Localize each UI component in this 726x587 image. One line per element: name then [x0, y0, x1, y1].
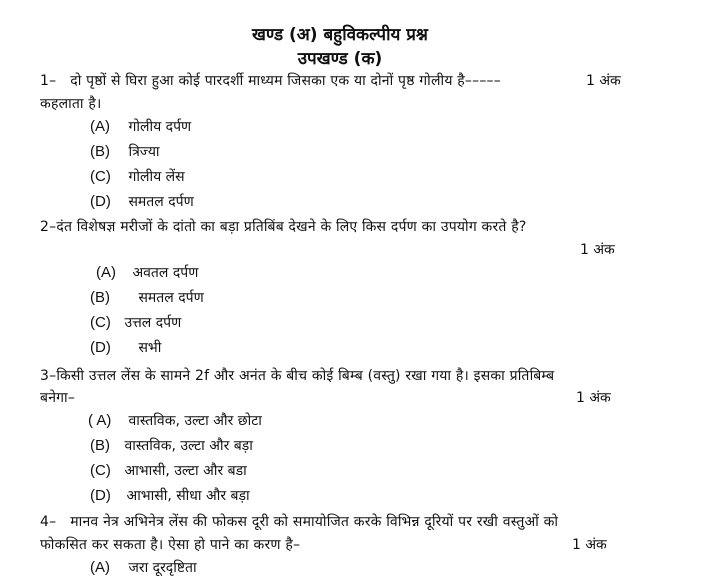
- option-text: गोलीय दर्पण: [128, 119, 192, 135]
- option-text: आभासी, उल्टा और बडा: [124, 463, 247, 479]
- option-text: वास्तविक, उल्टा और छोटा: [128, 413, 262, 429]
- subsection-title: उपखण्ड (क): [297, 49, 383, 69]
- option-a: [88, 411, 262, 430]
- marks-label: 1 अंक: [576, 390, 611, 406]
- question-text: दो पृष्ठों से घिरा हुआ कोई पारदर्शी माध्यम जिसका एक या दोनों पृष्ठ गोलीय है–––––: [70, 73, 501, 89]
- option-c: [90, 461, 247, 480]
- option-text: समतल दर्पण: [128, 194, 194, 210]
- option-label: (C): [90, 314, 111, 331]
- option-text: उत्तल दर्पण: [124, 315, 182, 331]
- option-d: [90, 192, 194, 211]
- marks-label: 1 अंक: [572, 537, 607, 553]
- option-label: (A): [90, 118, 110, 135]
- option-c: [90, 167, 185, 186]
- option-label: (C): [90, 168, 111, 185]
- question-4-line1: [40, 512, 558, 531]
- question-2-line1: [40, 217, 527, 236]
- option-label: (D): [90, 487, 111, 504]
- question-3-line1: [40, 366, 554, 385]
- option-a: [90, 117, 191, 136]
- question-4-line2: फोकसित कर सकता है। ऐसा हो पाने का करण है–: [40, 537, 301, 553]
- option-text: अवतल दर्पण: [132, 265, 199, 281]
- option-label: (B): [90, 289, 110, 306]
- option-a: [96, 263, 198, 282]
- marks-label: 1 अंक: [580, 242, 615, 258]
- question-text: दंत विशेषज्ञ मरीजों के दांतो का बड़ा प्रतिबिंब देखने के लिए किस दर्पण का उपयोग करते है?: [56, 219, 527, 235]
- question-1-line2: कहलाता है।: [40, 96, 102, 112]
- option-text: सभी: [138, 340, 162, 356]
- option-label: (A): [90, 559, 110, 576]
- option-label: ( A): [88, 412, 112, 429]
- question-number: 2–: [40, 219, 57, 235]
- option-label: (A): [96, 264, 116, 281]
- option-d: [90, 486, 250, 505]
- option-text: त्रिज्या: [128, 144, 160, 160]
- question-number: 4–: [40, 514, 57, 530]
- question-number: 1–: [40, 73, 57, 89]
- question-3-line2: बनेगा–: [40, 390, 76, 406]
- marks-label: 1 अंक: [586, 73, 621, 89]
- option-b: [90, 142, 160, 161]
- option-label: (C): [90, 462, 111, 479]
- option-text: वास्तविक, उल्टा और बड़ा: [124, 438, 253, 454]
- section-title: खण्ड (अ) बहुविकल्पीय प्रश्न: [252, 25, 428, 45]
- option-label: (B): [90, 437, 110, 454]
- option-label: (D): [90, 193, 111, 210]
- question-text: किसी उत्तल लेंस के सामने 2f और अनंत के बीच कोई बिम्ब (वस्तु) रखा गया है। इसका प्रतिबिम्ब: [56, 368, 555, 384]
- option-d: [90, 338, 161, 357]
- option-text: आभासी, सीधा और बड़ा: [126, 488, 250, 504]
- question-1-line1: [40, 71, 501, 90]
- option-text: समतल दर्पण: [138, 290, 204, 306]
- option-b: [90, 288, 204, 307]
- question-text: मानव नेत्र अभिनेत्र लेंस की फोकस दूरी को समायोजित करके विभिन्न दूरियों पर रखी वस्तुओं को: [70, 514, 559, 530]
- option-c: [90, 313, 181, 332]
- option-label: (B): [90, 143, 110, 160]
- option-b: [90, 436, 253, 455]
- question-number: 3–: [40, 368, 57, 384]
- option-label: (D): [90, 339, 111, 356]
- option-text: जरा दूरदृष्टिता: [128, 560, 197, 576]
- option-a: [90, 558, 197, 577]
- option-text: गोलीय लेंस: [128, 169, 185, 185]
